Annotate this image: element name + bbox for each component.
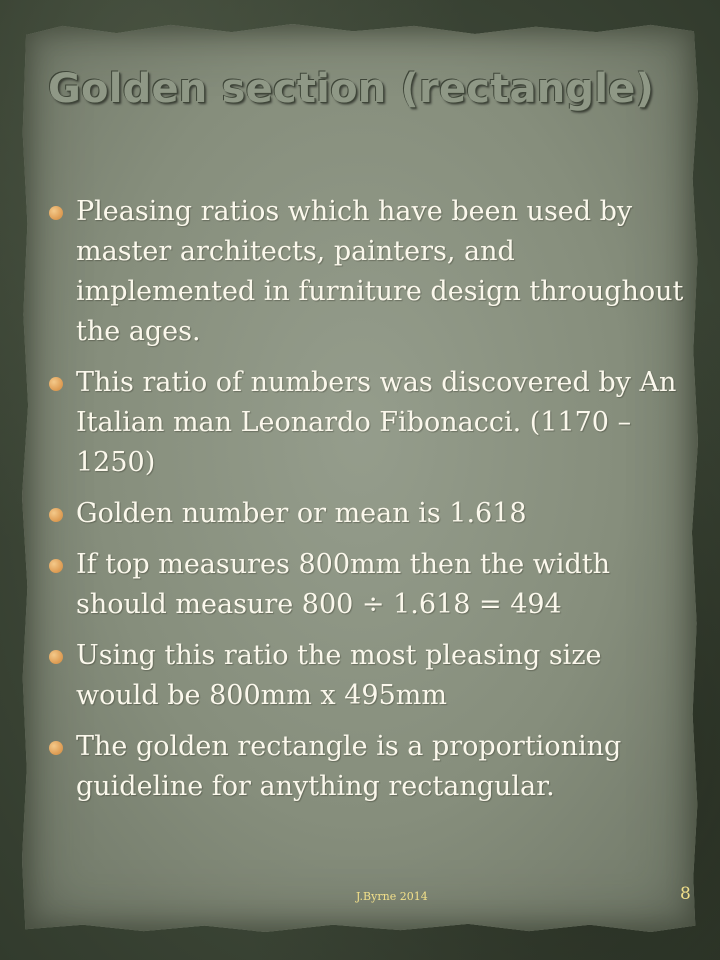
bullet-dot-icon	[49, 508, 63, 522]
bullet-item	[48, 727, 688, 807]
bullet-text: If top measures 800mm then the width should measure 800 ÷ 1.618 = 494	[76, 549, 611, 620]
bullet-text: Using this ratio the most pleasing size would be 800mm x 495mm	[76, 640, 602, 711]
bullet-text: This ratio of numbers was discovered by An Italian man Leonardo Fibonacci. (1170 – 1250)	[76, 367, 677, 478]
bullet-list	[48, 192, 688, 818]
bullet-dot-icon	[49, 650, 63, 664]
bullet-item	[48, 636, 688, 716]
footer-author: J.Byrne 2014	[356, 890, 428, 903]
bullet-text: The golden rectangle is a proportioning guideline for anything rectangular.	[76, 731, 622, 802]
page-number: 8	[680, 884, 691, 904]
slide-title: Golden section (rectangle)	[48, 66, 654, 112]
bullet-item	[48, 545, 688, 625]
bullet-item	[48, 494, 688, 534]
bullet-dot-icon	[49, 377, 63, 391]
bullet-item	[48, 192, 688, 352]
bullet-text: Golden number or mean is 1.618	[76, 498, 527, 529]
bullet-dot-icon	[49, 741, 63, 755]
bullet-dot-icon	[49, 206, 63, 220]
bullet-dot-icon	[49, 559, 63, 573]
bullet-item	[48, 363, 688, 483]
bullet-text: Pleasing ratios which have been used by master architects, painters, and implemented in furniture design throughout the ages.	[76, 196, 684, 347]
